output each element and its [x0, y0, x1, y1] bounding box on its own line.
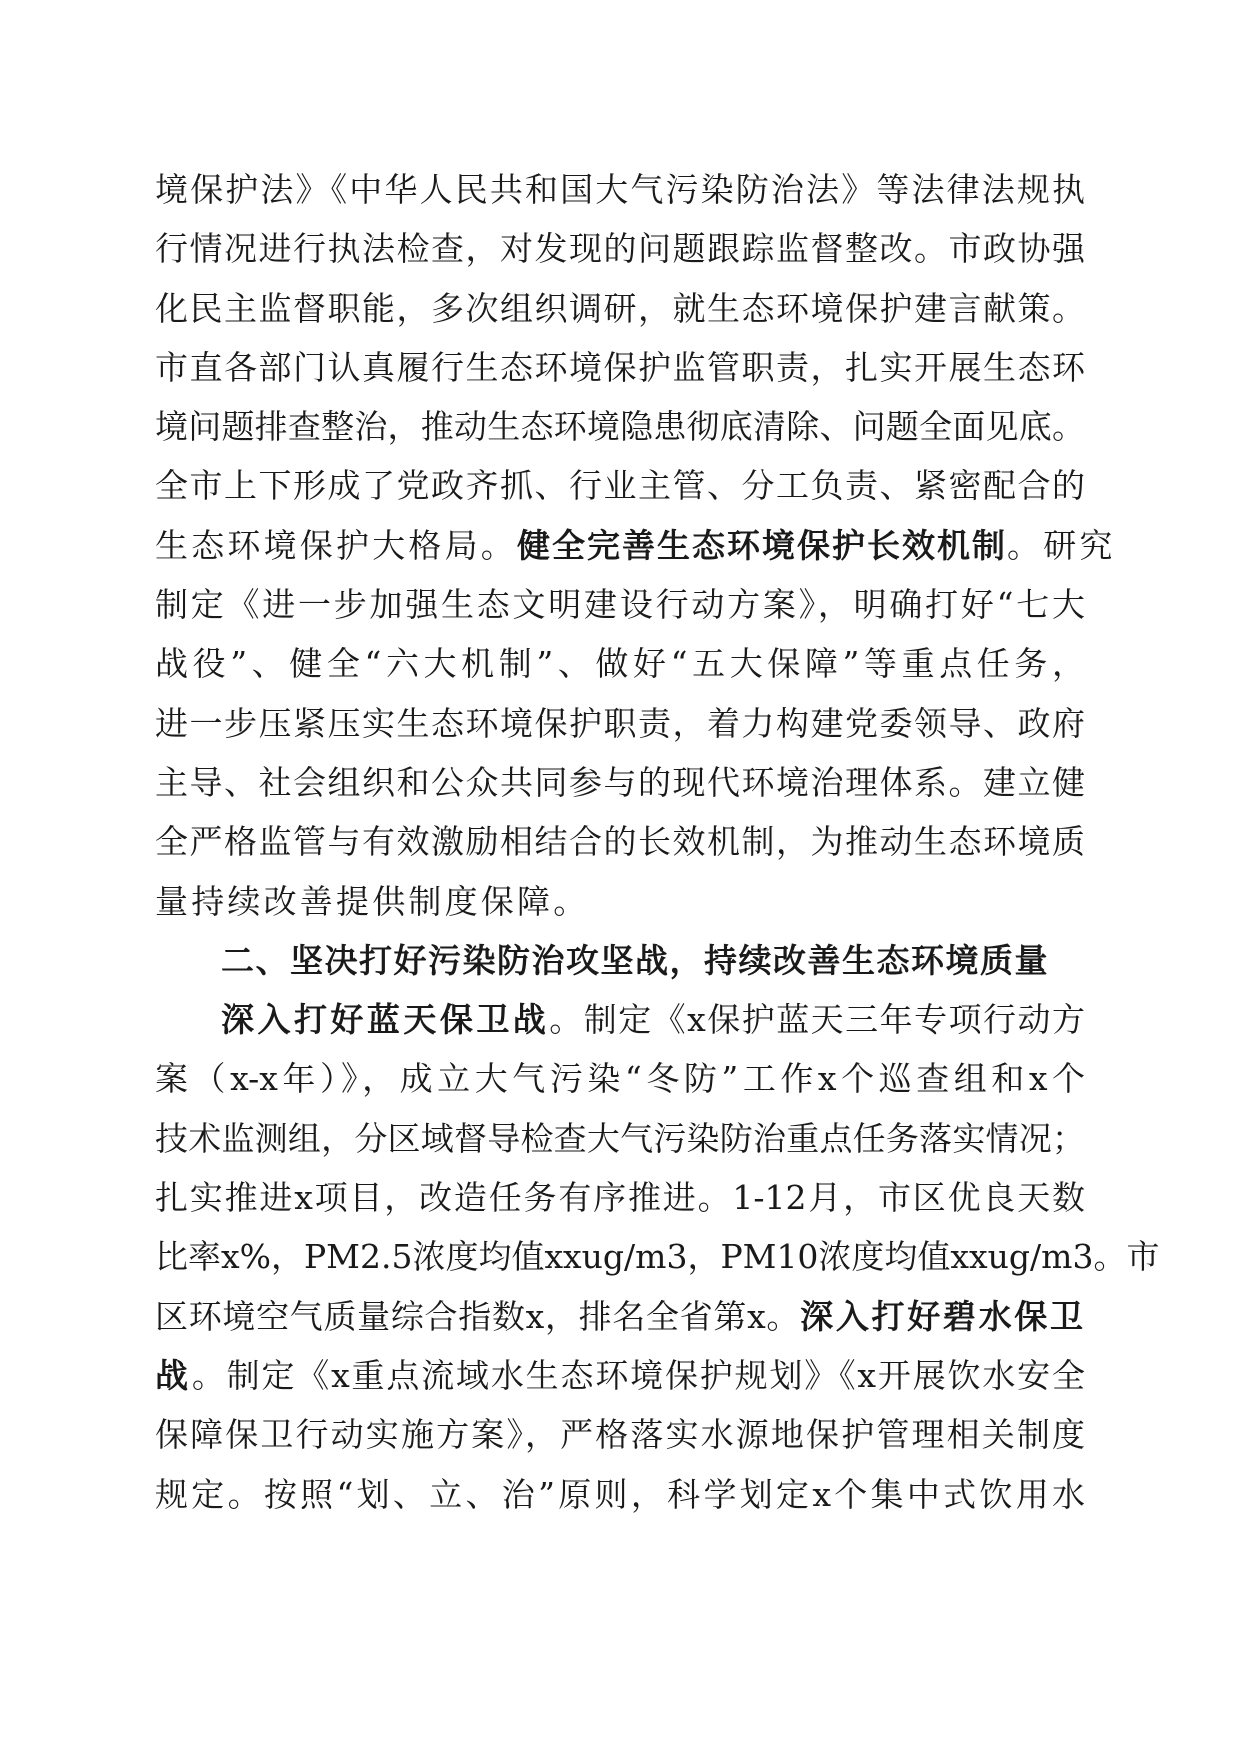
text-line: [155, 1109, 1085, 1168]
text-line: [155, 160, 1085, 219]
body-text: 制定《进一步加强生态文明建设行动方案》，明确打好“七大: [155, 585, 1085, 625]
body-text: 境保护法》《中华人民共和国大气污染防治法》等法律法规执: [155, 170, 1085, 209]
text-line: [155, 990, 1085, 1049]
text-line: [155, 1405, 1085, 1464]
body-text: 量持续改善提供制度保障。: [155, 881, 590, 921]
body-text: 案（x-x年）》，成立大气污染“冬防”工作x个巡查组和x个: [155, 1059, 1085, 1099]
bold-lead-phrase: 深入打好蓝天保卫战: [221, 1000, 550, 1040]
bold-lead-phrase: 健全完善生态环境保护长效机制: [517, 525, 1007, 565]
body-text: 规定。按照“划、立、治”原则，科学划定x个集中式饮用水: [155, 1474, 1085, 1514]
text-line: [155, 872, 1085, 931]
body-text: 全严格监管与有效激励相结合的长效机制，为推动生态环境质: [155, 822, 1085, 862]
body-text: 生态环境保护大格局。: [155, 525, 517, 565]
bold-lead-phrase: 战: [155, 1355, 192, 1395]
body-text: 技术监测组，分区域督导检查大气污染防治重点任务落实情况；: [155, 1118, 1085, 1158]
body-text: 市直各部门认真履行生态环境保护监管职责，扎实开展生态环: [155, 347, 1085, 387]
text-line: [155, 694, 1085, 753]
text-line: [155, 1465, 1085, 1524]
body-text: 。制定《x保护蓝天三年专项行动方: [549, 1000, 1085, 1040]
text-line: [155, 1168, 1085, 1227]
text-line: [155, 397, 1085, 456]
body-text: 战役”、健全“六大机制”、做好“五大保障”等重点任务，: [155, 644, 1085, 684]
text-line: [155, 279, 1085, 338]
text-line: [155, 516, 1116, 575]
body-text: 保障保卫行动实施方案》，严格落实水源地保护管理相关制度: [155, 1415, 1085, 1455]
body-text: 行情况进行执法检查，对发现的问题跟踪监督整改。市政协强: [155, 229, 1085, 269]
body-text: 主导、社会组织和公众共同参与的现代环境治理体系。建立健: [155, 762, 1085, 802]
text-line: [155, 219, 1085, 278]
text-line: [155, 456, 1085, 515]
text-line: [155, 575, 1085, 634]
text-line: [155, 812, 1085, 871]
text-line: [155, 1227, 1160, 1286]
text-line: [155, 1287, 1085, 1346]
body-text: 进一步压紧压实生态环境保护职责，着力构建党委领导、政府: [155, 703, 1085, 743]
body-text: 区环境空气质量综合指数x，排名全省第x。: [155, 1296, 801, 1336]
body-text: 境问题排查整治，推动生态环境隐患彻底清除、问题全面见底。: [155, 407, 1085, 447]
body-text: 扎实推进x项目，改造任务有序推进。1-12月，市区优良天数: [155, 1178, 1085, 1218]
body-text: 化民主监督职能，多次组织调研，就生态环境保护建言献策。: [155, 288, 1085, 328]
text-line: [155, 1346, 1085, 1405]
document-body: [155, 160, 1160, 1524]
body-text: 全市上下形成了党政齐抓、行业主管、分工负责、紧密配合的: [155, 466, 1085, 506]
body-text: 。制定《x重点流域水生态环境保护规划》《x开展饮水安全: [191, 1355, 1085, 1395]
text-line: [155, 338, 1085, 397]
text-line: [155, 753, 1085, 812]
section-heading: [155, 931, 1085, 990]
body-text: 比率x%，PM2.5浓度均值xxug/m3，PM10浓度均值xxug/m3。市: [155, 1237, 1160, 1277]
heading-text: 二、坚决打好污染防治攻坚战，持续改善生态环境质量: [221, 940, 1049, 980]
body-text: 。研究: [1007, 525, 1116, 565]
text-line: [155, 634, 1085, 693]
text-line: [155, 1049, 1085, 1108]
bold-lead-phrase: 深入打好碧水保卫: [800, 1296, 1085, 1336]
